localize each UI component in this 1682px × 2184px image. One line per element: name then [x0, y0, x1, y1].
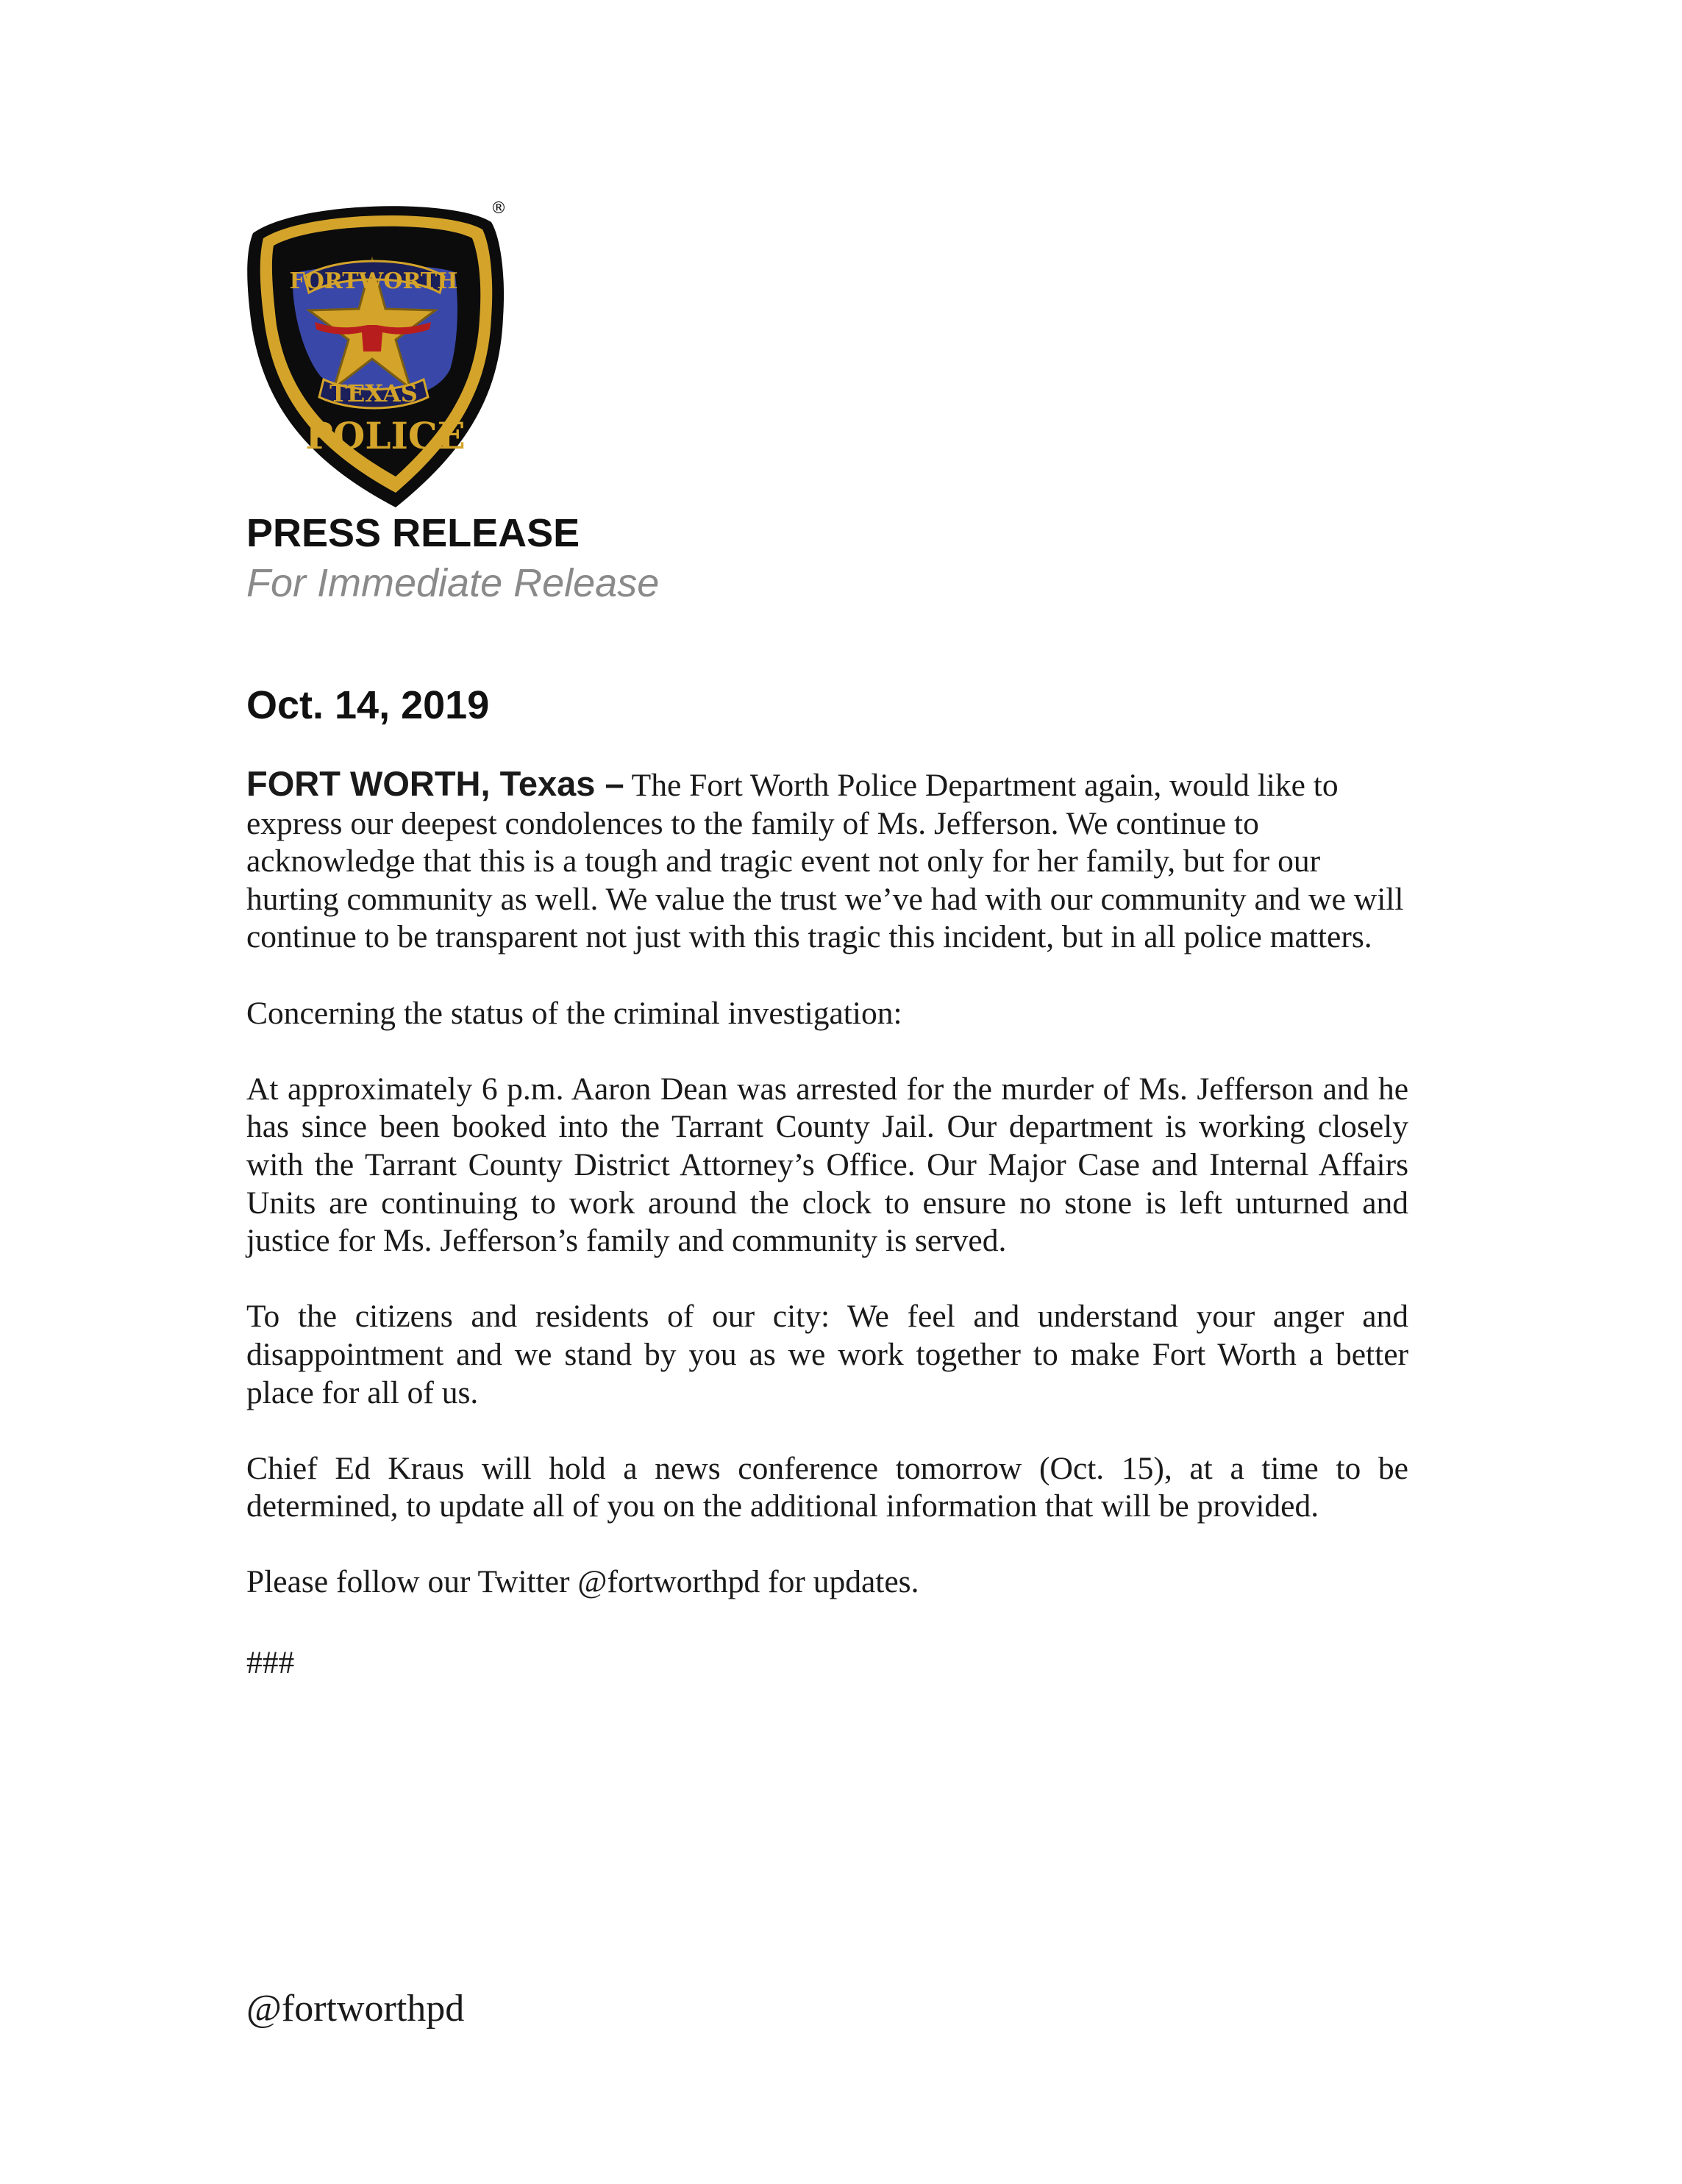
press-release-subtitle: For Immediate Release	[246, 561, 660, 605]
body-paragraph-5: Chief Ed Kraus will hold a news conference tomorrow (Oct. 15), at a time to be determined, to update all of you on the additional information that will be provided.	[246, 1450, 1408, 1524]
body-paragraph-3: At approximately 6 p.m. Aaron Dean was arrested for the murder of Ms. Jefferson and he has since been booked into the Tarrant County Jail. Our department is working closely with the Tarrant County District Attorney’s Office. Our Major Case and Internal Affairs Units are continuing to work around the clock to ensure no stone is left unturned and justice for Ms. Jefferson’s family and community is served.	[246, 1071, 1408, 1259]
press-release-header	[246, 507, 1129, 607]
dateline: FORT WORTH, Texas –	[246, 764, 624, 803]
body-paragraph-6: Please follow our Twitter @fortworthpd for updates.	[246, 1564, 919, 1600]
svg-text:®: ®	[491, 199, 507, 218]
press-release-title: PRESS RELEASE	[246, 511, 580, 555]
body-paragraph-2: Concerning the status of the criminal investigation:	[246, 995, 902, 1031]
body-paragraph-1	[246, 765, 1408, 957]
release-date: Oct. 14, 2019	[246, 683, 490, 727]
footer-twitter-handle: @fortworthpd	[246, 1988, 465, 2030]
body-paragraph-4: To the citizens and residents of our city: We feel and understand your anger and disappointment and we stand by you as we work together to make Fort Worth a better place for all of us.	[246, 1299, 1408, 1410]
paragraph-1-text: The Fort Worth Police Department again, would like to express our deepest condolences to the family of Ms. Jefferson. We continue to acknowledge that this is a tough and tragic event not only for her family, but for our hurting community as well. We value the trust we’ve had with our community and we will continue to be transparent not just with this tragic this incident, but in all police matters.	[246, 768, 1404, 955]
svg-text:FORTWORTH: FORTWORTH	[289, 268, 458, 294]
svg-text:POLICE: POLICE	[305, 414, 466, 457]
svg-text:TEXAS: TEXAS	[329, 379, 418, 407]
signoff-marker: ###	[246, 1645, 295, 1681]
police-patch-logo	[241, 193, 530, 515]
release-body	[246, 765, 1408, 1720]
